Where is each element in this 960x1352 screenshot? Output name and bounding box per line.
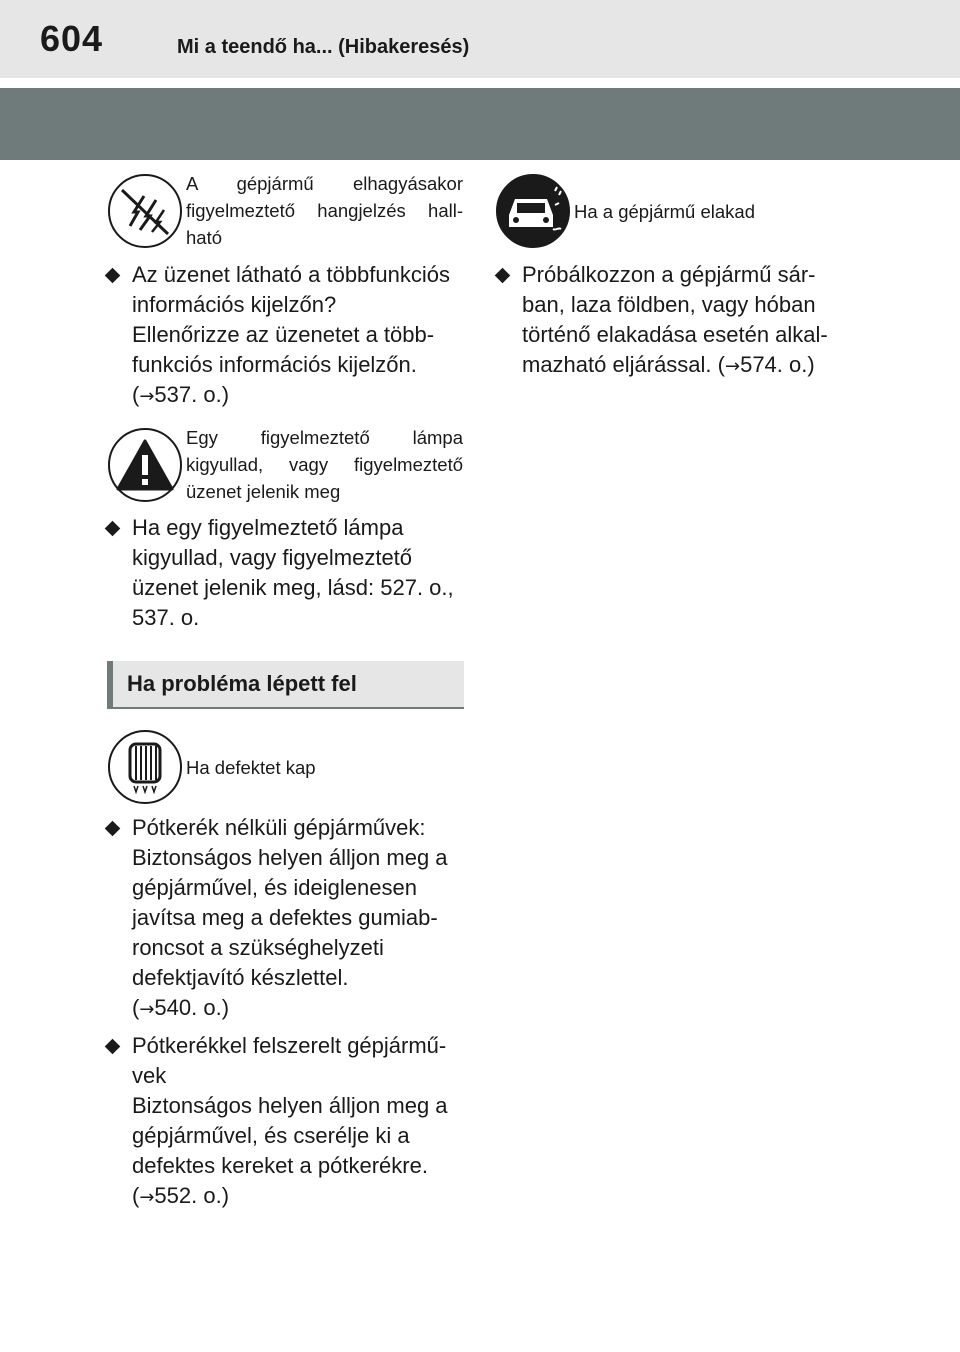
section-title: Mi a teendő ha... (Hibakeresés)	[177, 36, 470, 58]
page-reference-540[interactable]: (→540. o.)	[132, 995, 230, 1020]
page-reference-537[interactable]: (→537. o.)	[132, 382, 230, 407]
bullet-marker	[105, 1039, 121, 1055]
bullet-warning-lamp: Ha egy figyelmeztető lámpa kigyullad, vagy figyelmeztető üzenet jelenik meg, lásd: 527. o., 537. o.	[107, 513, 454, 633]
bullet-message-display: Az üzenet látható a többfunkciós információs kijelzőn? Ellenőrizze az üzenetet a több- funkciós információs kijelzőn. (→537. o.)	[107, 260, 450, 412]
warning-lamp-caption: Egy figyelmeztető lámpa kigyullad, vagy figyelmeztető üzenet jelenik meg	[186, 427, 463, 502]
bullet-vehicle-stuck: Próbálkozzon a gépjármű sár- ban, laza földben, vagy hóban történő elakadása esetén alkal- mazható eljárással. (→574. o.)	[497, 260, 828, 382]
bullet-marker	[495, 268, 511, 284]
bullet-marker	[105, 821, 121, 837]
sound-warning-icon	[108, 174, 182, 248]
exclamation-warning-icon	[108, 428, 182, 502]
page-number: 604	[40, 18, 104, 59]
section-heading	[107, 661, 464, 709]
sound-warning-caption: A gépjármű elhagyásakor figyelmeztető hangjelzés hall- ható	[186, 173, 463, 248]
page-header	[0, 0, 960, 78]
bullet-no-spare-tire: Pótkerék nélküli gépjárművek: Biztonságos helyen álljon meg a gépjárművel, és ideiglenesen javítsa meg a defektes gumiab- roncsot a szükséghelyzeti defektjavító készlettel. (→540. o.)	[107, 813, 448, 1025]
flat-tire-row	[108, 730, 464, 804]
stuck-car-row	[496, 174, 796, 248]
bullet-with-spare-tire: Pótkerékkel felszerelt gépjármű- vek Biztonságos helyen álljon meg a gépjárművel, és cserélje ki a defektes kereket a pótkerékre. (→552. o.)	[107, 1031, 448, 1213]
section-heading-text: Ha probléma lépett fel	[127, 671, 357, 696]
stuck-car-icon	[496, 174, 570, 248]
bullet-marker	[105, 268, 121, 284]
stuck-car-caption: Ha a gépjármű elakad	[574, 200, 755, 222]
header-band	[0, 88, 960, 160]
flat-tire-caption: Ha defektet kap	[186, 756, 316, 778]
flat-tire-icon	[108, 730, 182, 804]
bullet-marker	[105, 521, 121, 537]
page-reference-552[interactable]: (→552. o.)	[132, 1183, 230, 1208]
warning-lamp-row	[108, 424, 464, 505]
sound-warning-row	[108, 170, 464, 251]
page-reference-574[interactable]: mazható eljárással. (→574. o.)	[522, 352, 815, 377]
